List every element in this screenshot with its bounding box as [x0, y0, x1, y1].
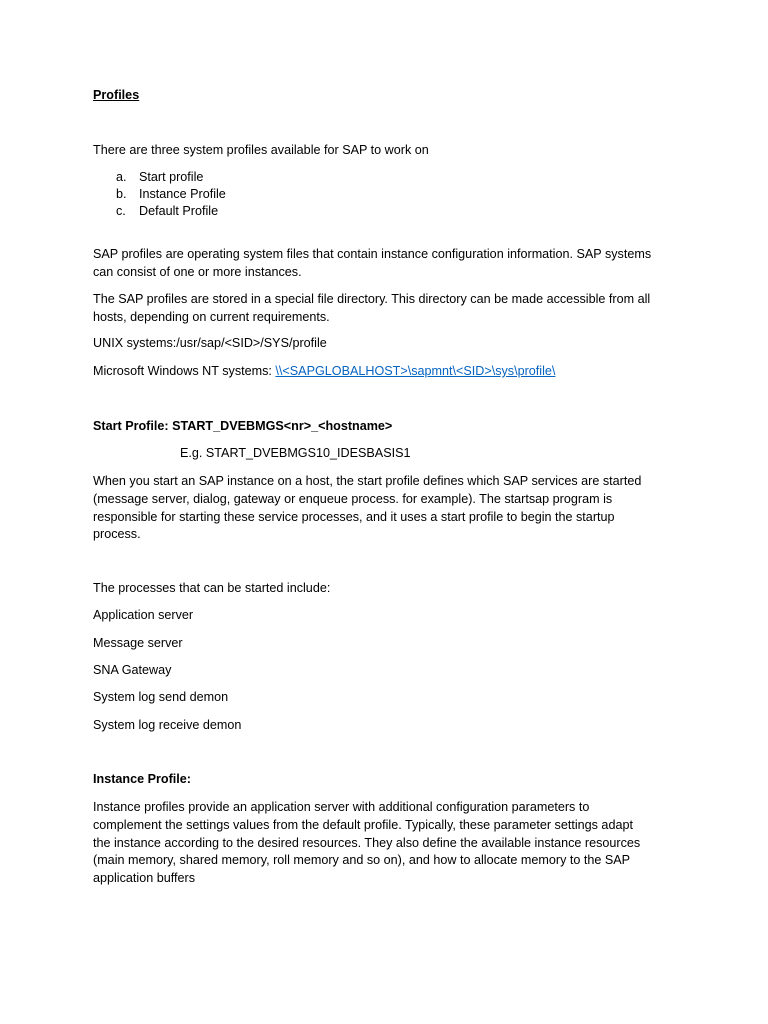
intro-text: There are three system profiles available for SAP to work on: [93, 143, 429, 157]
list-item-label: Start profile: [139, 170, 204, 184]
start-profile-paragraph: [93, 473, 641, 544]
text-line: SAP profiles are operating system files that contain instance configuration information. SAP systems: [93, 247, 652, 261]
text-line: hosts, depending on current requirements.: [93, 309, 330, 324]
text-line: Instance profiles provide an application server with additional configuration parameters to: [93, 800, 590, 814]
text-line: application buffers: [93, 871, 195, 886]
text-line: responsible for starting these service processes, and it uses a start profile to begin the startup: [93, 509, 615, 524]
text-line: When you start an SAP instance on a host, the start profile defines which SAP services are started: [93, 474, 642, 488]
profile-types-list: [93, 169, 226, 220]
text-line: (message server, dialog, gateway or enqueue process. for example). The startsap program is: [93, 491, 613, 506]
text-line: (main memory, shared memory, roll memory and so on), and how to allocate memory to the SAP: [93, 853, 631, 868]
process-item: System log send demon: [93, 690, 229, 704]
process-item: Message server: [93, 636, 183, 650]
process-item: SNA Gateway: [93, 663, 172, 677]
windows-path-line: [93, 364, 555, 378]
text-line: process.: [93, 527, 141, 542]
text-line: The SAP profiles are stored in a special file directory. This directory can be made accessible from all: [93, 292, 651, 306]
windows-profile-link[interactable]: \\<SAPGLOBALHOST>\sapmnt\<SID>\sys\profile\: [275, 364, 556, 378]
start-profile-example: E.g. START_DVEBMGS10_IDESBASIS1: [180, 446, 411, 460]
list-marker: c.: [116, 203, 126, 218]
instance-profile-paragraph: [93, 799, 640, 888]
list-item-label: Default Profile: [139, 203, 219, 218]
text-line: the instance according to the desired resources. They also define the available instance resources: [93, 835, 641, 850]
storage-paragraph: [93, 291, 650, 327]
process-item: Application server: [93, 608, 194, 622]
processes-intro: The processes that can be started include:: [93, 581, 331, 595]
list-item: [93, 203, 226, 221]
list-marker: b.: [116, 186, 127, 201]
text-line: can consist of one or more instances.: [93, 264, 302, 279]
list-item-label: Instance Profile: [139, 186, 226, 201]
process-item: System log receive demon: [93, 718, 242, 732]
page-title: Profiles: [93, 88, 140, 102]
definition-paragraph: [93, 246, 651, 282]
start-profile-heading: Start Profile: START_DVEBMGS<nr>_<hostname>: [93, 419, 393, 433]
list-marker: a.: [116, 170, 127, 184]
text-line: complement the settings values from the default profile. Typically, these parameter settings adapt: [93, 817, 633, 832]
windows-path-label: Microsoft Windows NT systems:: [93, 364, 276, 378]
list-item: [93, 169, 226, 187]
instance-profile-heading: Instance Profile:: [93, 772, 191, 786]
unix-path-text: UNIX systems:/usr/sap/<SID>/SYS/profile: [93, 336, 327, 350]
list-item: [93, 186, 226, 204]
